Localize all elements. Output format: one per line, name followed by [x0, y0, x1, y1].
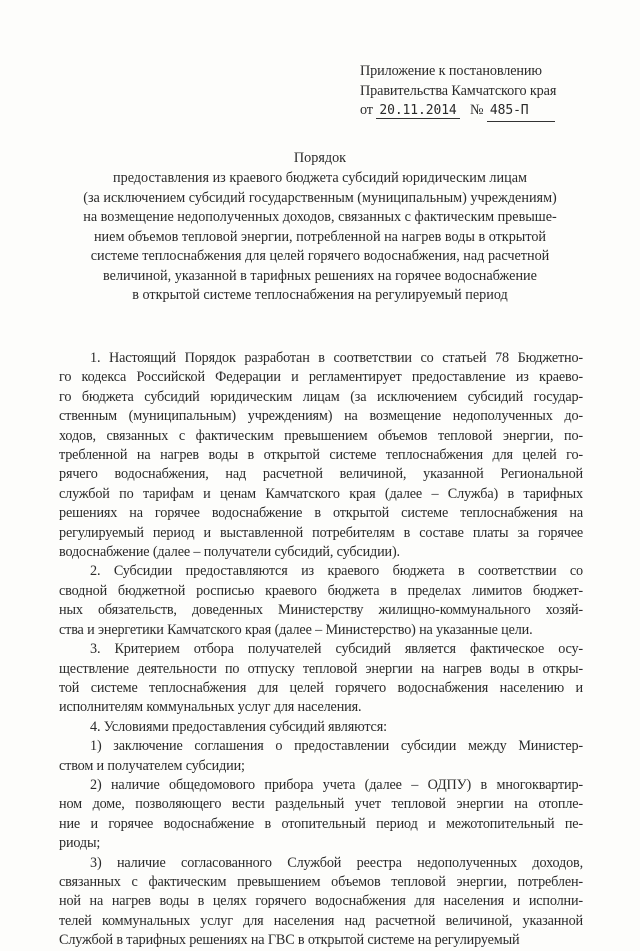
paragraph-line: ством и получателем субсидии; [59, 757, 245, 774]
paragraph-line: риоды; [59, 835, 101, 852]
paragraph-line: телей коммунальных услуг для населения над расчетной величиной, указанной [59, 912, 583, 929]
paragraph-line: той системе теплоснабжения для целей горячего водоснабжения населению и [59, 679, 583, 696]
title-line: системе теплоснабжения для целей горячего водоснабжения, над расчетной [90, 248, 550, 264]
paragraph-line: 3) наличие согласованного Службой реестра недополученных доходов, [90, 854, 583, 871]
paragraph-line: го кодекса Российской Федерации и регламентирует предоставление из краево- [59, 369, 583, 386]
number-sign: № [470, 102, 484, 118]
paragraph-line: ном доме, позволяющего вести раздельный учет тепловой энергии на отопле- [59, 796, 583, 813]
appendix-line-2: Правительства Камчатского края [360, 82, 557, 99]
paragraph-4 [59, 718, 583, 737]
paragraph-line: водоснабжение (далее – получатели субсидий, субсидии). [59, 544, 400, 561]
appendix-prefix: от [360, 102, 373, 118]
paragraph-line: 4. Условиями предоставления субсидий являются: [90, 718, 387, 735]
document-body [59, 349, 583, 951]
appendix-line-1: Приложение к постановлению [360, 63, 542, 79]
paragraph-line: решениях на горячее водоснабжение в открытой системе теплоснабжения на [59, 505, 583, 522]
paragraph-line: го бюджета субсидий юридическим лицам (за исключением субсидий государ- [59, 388, 583, 405]
title-line: (за исключением субсидий государственным (муниципальным) учреждениям) [83, 189, 557, 206]
paragraph-line: исполнителям коммунальных услуг для населения. [59, 699, 362, 716]
paragraph-line: связанных с фактическим превышением объемов тепловой энергии, потреблен- [59, 873, 583, 890]
paragraph-line: ществление деятельности по отпуску тепловой энергии на нагрев воды в откры- [59, 660, 583, 677]
title-line: величиной, указанной в тарифных решениях на горячее водоснабжение [103, 267, 537, 284]
title-heading: Порядок [293, 150, 347, 166]
paragraph-line: требленной на нагрев воды в открытой системе теплоснабжения для целей го- [59, 447, 583, 464]
title-line: в открытой системе теплоснабжения на регулируемый период [132, 287, 508, 303]
paragraph-1 [59, 349, 583, 562]
title-line: на возмещение недополученных доходов, связанных с фактическим превыше- [83, 209, 557, 225]
paragraph-line: 2) наличие общедомового прибора учета (далее – ОДПУ) в многоквартир- [90, 776, 583, 793]
paragraph-5 [59, 737, 583, 776]
paragraph-line: регулируемый период и выставленной потребителям в составе платы за горячее [59, 524, 583, 541]
paragraph-line: ных обязательств, доведенных Министерству жилищно-коммунального хозяй- [59, 602, 583, 619]
paragraph-line: 1. Настоящий Порядок разработан в соответствии со статьей 78 Бюджетно- [90, 350, 583, 366]
paragraph-line: ственным (муниципальным) учреждениям) на возмещение недополученных до- [59, 408, 583, 425]
paragraph-line: сводной бюджетной росписью краевого бюджета в пределах лимитов бюджет- [59, 582, 583, 599]
resolution-date: 20.11.2014 [376, 103, 459, 119]
paragraph-line: ходов, связанных с фактическим превышением объемов тепловой энергии, по- [59, 427, 583, 444]
appendix-line-3 [360, 101, 600, 122]
title-line: нием объемов тепловой энергии, потребленной на нагрев воды в открытой [93, 228, 547, 245]
paragraph-line: ной на нагрев воды в целях горячего водоснабжения для населения и исполни- [59, 893, 583, 910]
title-line: предоставления из краевого бюджета субсидий юридическим лицам [113, 170, 527, 186]
paragraph-line: рячего водоснабжения, над расчетной величиной, указанной Региональной [59, 466, 583, 483]
paragraph-line: 2. Субсидии предоставляются из краевого бюджета в соответствии со [90, 563, 583, 580]
paragraph-2 [59, 562, 583, 640]
paragraph-line: ние и горячее водоснабжение в отопительный период и межотопительный пе- [59, 815, 583, 832]
paragraph-line: ства и энергетики Камчатского края (далее – Министерство) на указанные цели. [59, 621, 533, 638]
paragraph-line: 1) заключение соглашения о предоставлении субсидии между Министер- [90, 738, 583, 755]
paragraph-3 [59, 640, 583, 718]
paragraph-line: службой по тарифам и ценам Камчатского края (далее – Служба) в тарифных [59, 485, 583, 502]
paragraph-7 [59, 854, 583, 951]
paragraph-line: Службой в тарифных решениях на ГВС в открытой системе на регулируемый [59, 932, 520, 949]
resolution-number: 485-П [487, 101, 555, 122]
paragraph-6 [59, 776, 583, 854]
document-title [50, 149, 590, 306]
appendix-header [360, 62, 600, 122]
paragraph-line: 3. Критерием отбора получателей субсидий является фактическое осу- [90, 641, 583, 658]
